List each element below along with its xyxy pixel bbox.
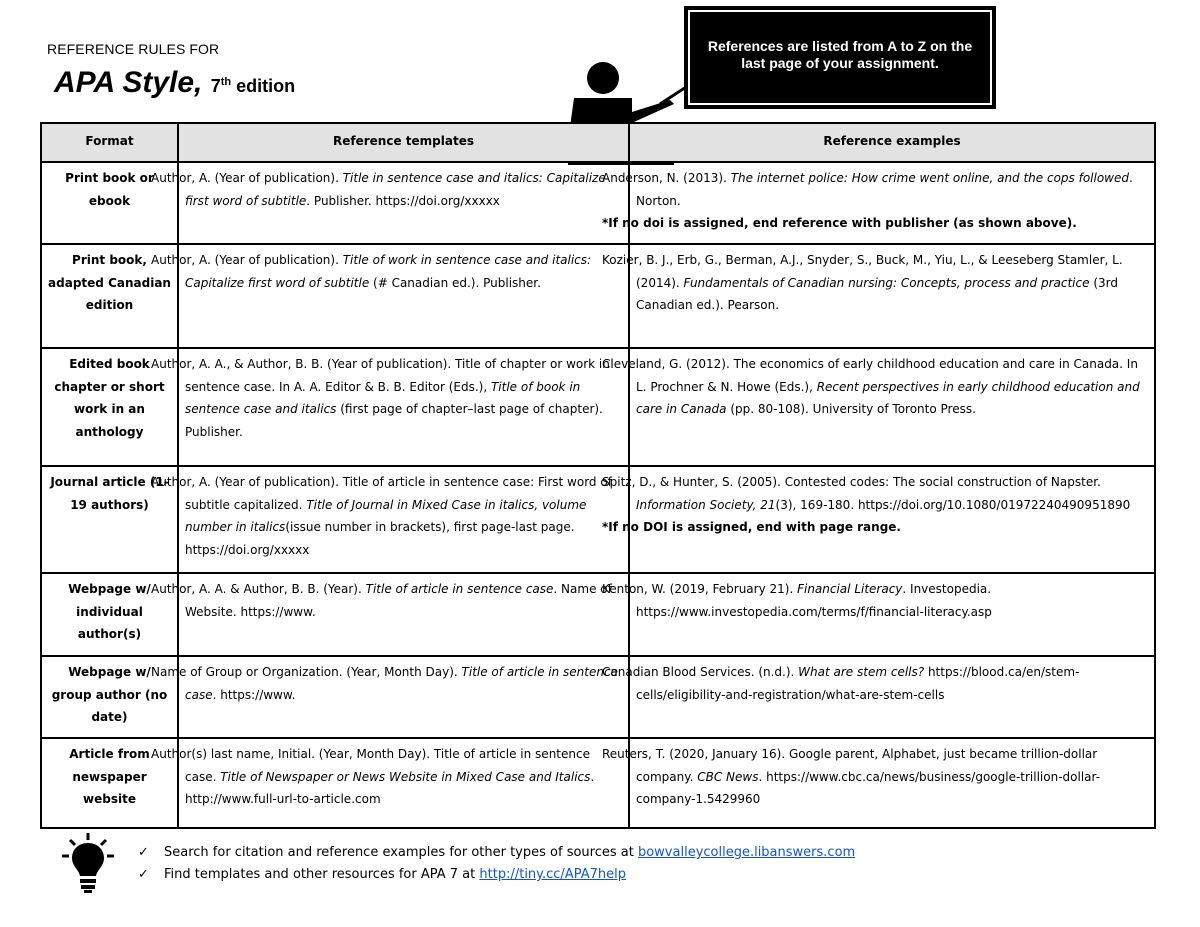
example-cell: Anderson, N. (2013). The internet police: How crime went online, and the cops followed. Norton. *If no doi is assigned, end reference with publisher (as shown above). (629, 162, 1155, 244)
column-header-format: Format (41, 123, 178, 162)
page-title (54, 66, 295, 100)
kicker-heading: REFERENCE RULES FOR (47, 41, 220, 57)
apa7-help-link[interactable]: http://tiny.cc/APA7help (479, 867, 626, 882)
table-row (41, 244, 1155, 348)
column-header-templates: Reference templates (178, 123, 629, 162)
chalkboard-text: References are listed from A to Z on the last page of your assignment. (707, 38, 973, 71)
template-cell: Author, A. A. & Author, B. B. (Year). Title of article in sentence case. Name of Website. https://www. (178, 573, 629, 656)
example-cell: Cleveland, G. (2012). The economics of early childhood education and care in Canada. In L. Prochner & N. Howe (Eds.), Recent perspectives in early childhood education and care in Canada (pp. 80-108). University of Toronto Press. (629, 348, 1155, 466)
table-row (41, 573, 1155, 656)
example-cell: Kozier, B. J., Erb, G., Berman, A.J., Snyder, S., Buck, M., Yiu, L., & Leeseberg Stamler, L. (2014). Fundamentals of Canadian nursing: Concepts, process and practice (3rd Canadian ed.). Pearson. (629, 244, 1155, 348)
example-cell: Reuters, T. (2020, January 16). Google parent, Alphabet, just became trillion-dollar company. CBC News. https://www.cbc.ca/news/business/google-trillion-dollar-company-1.5429960 (629, 738, 1155, 828)
format-cell: Webpage w/ individual author(s) (41, 573, 178, 656)
example-cell: Canadian Blood Services. (n.d.). What are stem cells? https://blood.ca/en/stem-cells/eligibility-and-registration/what-are-stem-cells (629, 656, 1155, 738)
reference-table (40, 122, 1156, 829)
template-cell: Author, A. (Year of publication). Title of work in sentence case and italics: Capitalize first word of subtitle (# Canadian ed.). Publisher. (178, 244, 629, 348)
tip-item (138, 864, 855, 886)
template-cell: Name of Group or Organization. (Year, Month Day). Title of article in sentence case. https://www. (178, 656, 629, 738)
example-cell: Spitz, D., & Hunter, S. (2005). Contested codes: The social construction of Napster. Information Society, 21(3), 169-180. https://doi.org/10.1080/01972240490951890 *If no DOI is assigned, end with page range. (629, 466, 1155, 573)
edition-word: edition (236, 76, 296, 96)
chalkboard (684, 6, 996, 109)
template-cell: Author(s) last name, Initial. (Year, Month Day). Title of article in sentence case. Title of Newspaper or News Website in Mixed Case and Italics. http://www.full-url-to-article.com (178, 738, 629, 828)
table-row (41, 738, 1155, 828)
format-cell: Print book or ebook (41, 162, 178, 244)
template-cell: Author, A. (Year of publication). Title of article in sentence case: First word of subtitle capitalized. Title of Journal in Mixed Case in italics, volume number in italics(issue number in brackets), first page-last page. https://doi.org/xxxxx (178, 466, 629, 573)
format-cell: Print book, adapted Canadian edition (41, 244, 178, 348)
tip-text: Find templates and other resources for APA 7 at (164, 867, 480, 882)
example-note: *If no doi is assigned, end reference with publisher (as shown above). (602, 216, 1077, 230)
column-header-examples: Reference examples (629, 123, 1155, 162)
title-text: APA Style, (54, 66, 203, 99)
libanswers-link[interactable]: bowvalleycollege.libanswers.com (637, 845, 856, 860)
edition-label (211, 76, 295, 96)
check-icon: ✓ (138, 867, 149, 882)
format-cell: Edited book chapter or short work in an anthology (41, 348, 178, 466)
format-cell: Journal article (1-19 authors) (41, 466, 178, 573)
table-row (41, 466, 1155, 573)
check-icon: ✓ (138, 845, 149, 860)
template-cell: Author, A. A., & Author, B. B. (Year of publication). Title of chapter or work in sentence case. In A. A. Editor & B. B. Editor (Eds.), Title of book in sentence case and italics (first page of chapter–last page of chapter). Publisher. (178, 348, 629, 466)
example-cell: Kenton, W. (2019, February 21). Financial Literacy. Investopedia. https://www.investopedia.com/terms/f/financial-literacy.asp (629, 573, 1155, 656)
table-row (41, 348, 1155, 466)
tip-item (138, 842, 855, 864)
tip-text: Search for citation and reference examples for other types of sources at (164, 845, 638, 860)
tips-list (138, 842, 855, 886)
example-note: *If no DOI is assigned, end with page range. (602, 520, 901, 534)
format-cell: Article from newspaper website (41, 738, 178, 828)
template-cell: Author, A. (Year of publication). Title in sentence case and italics: Capitalize first word of subtitle. Publisher. https://doi.org/xxxxx (178, 162, 629, 244)
edition-number: 7 (210, 76, 221, 96)
format-cell: Webpage w/ group author (no date) (41, 656, 178, 738)
table-row (41, 656, 1155, 738)
table-row (41, 162, 1155, 244)
edition-suffix: th (220, 76, 232, 88)
lightbulb-icon (60, 832, 116, 894)
table-header-row (41, 123, 1155, 162)
